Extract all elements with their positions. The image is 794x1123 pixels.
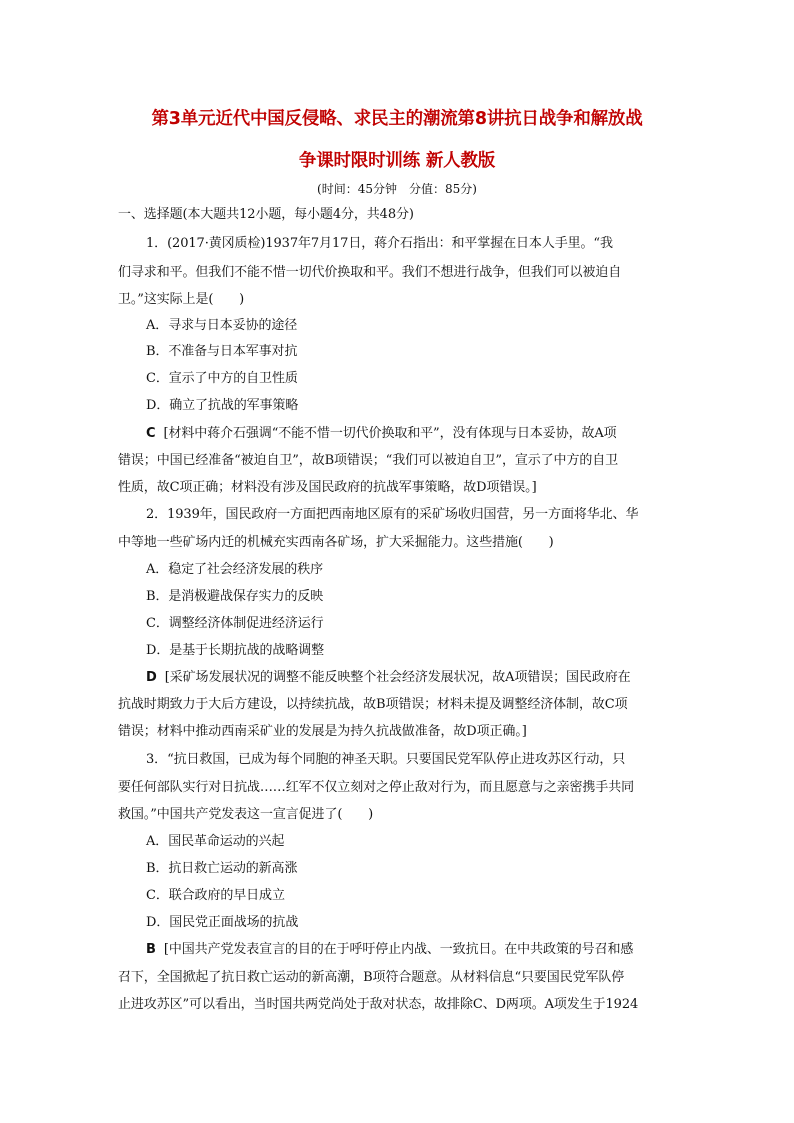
question-3-answer: B [146,942,156,957]
question-1-option-c: C．宣示了中方的自卫性质 [146,371,298,386]
question-2-answer: D [146,670,157,685]
question-1-line-3: 卫。”这实际上是( ) [118,292,245,307]
question-2-option-a: A．稳定了社会经济发展的秩序 [146,562,323,577]
question-1-line-1: 1．(2017·黄冈质检)1937年7月17日，蒋介石指出：和平掌握在日本人手里。“我 [146,236,613,251]
question-3-line-2: 要任何部队实行对日抗战……红军不仅立刻对之停止敌对行为，而且愿意与之亲密携手共同 [118,780,635,795]
question-1-explanation-line-1 [146,426,617,442]
question-3-option-d: D．国民党正面战场的抗战 [146,915,299,930]
page-title-line-1: 第3单元近代中国反侵略、求民主的潮流第8讲抗日战争和解放战 [151,109,643,129]
question-1-explanation-text: [材料中蒋介石强调“不能不惜一切代价换取和平”，没有体现与日本妥协，故A项 [163,426,617,441]
question-1-line-2: 们寻求和平。但我们不能不惜一切代价换取和平。我们不想进行战争，但我们可以被迫自 [118,265,622,280]
page-title-line-2: 争课时限时训练 新人教版 [298,151,496,171]
question-3-option-b: B．抗日救亡运动的新高涨 [146,861,298,876]
question-3-option-c: C．联合政府的早日成立 [146,888,285,903]
question-1-option-d: D．确立了抗战的军事策略 [146,398,299,413]
question-1-explanation-line-2: 错误；中国已经准备“被迫自卫”，故B项错误；“我们可以被迫自卫”，宣示了中方的自卫 [118,453,619,468]
question-2-option-b: B．是消极避战保存实力的反映 [146,589,324,604]
time-and-score-note: (时间：45分钟 分值：85分) [317,182,477,196]
question-2-line-1: 2．1939年，国民政府一方面把西南地区原有的采矿场收归国营，另一方面将华北、华 [146,507,639,522]
question-2-explanation-line-1 [146,670,631,686]
question-1-option-b: B．不准备与日本军事对抗 [146,344,298,359]
question-1-option-a: A．寻求与日本妥协的途径 [146,318,298,333]
question-3-explanation-line-1 [146,942,633,958]
question-3-option-a: A．国民革命运动的兴起 [146,834,285,849]
question-2-option-d: D．是基于长期抗战的战略调整 [146,643,325,658]
question-2-explanation-line-3: 错误；材料中推动西南采矿业的发展是为持久抗战做准备，故D项正确。] [118,724,527,739]
section-heading: 一、选择题(本大题共12小题，每小题4分，共48分) [118,207,414,222]
question-2-line-2: 中等地一些矿场内迁的机械充实西南各矿场，扩大采掘能力。这些措施( ) [118,535,554,550]
question-1-explanation-line-3: 性质，故C项正确；材料没有涉及国民政府的抗战军事策略，故D项错误。] [118,480,537,495]
question-3-explanation-line-2: 召下，全国掀起了抗日救亡运动的新高潮，B项符合题意。从材料信息“只要国民党军队停 [118,970,625,985]
question-2-option-c: C．调整经济体制促进经济运行 [146,616,324,631]
question-2-explanation-text: [采矿场发展状况的调整不能反映整个社会经济发展状况，故A项错误；国民政府在 [164,670,631,685]
question-3-explanation-line-3: 止进攻苏区”可以看出，当时国共两党尚处于敌对状态，故排除C、D两项。A项发生于1924 [118,997,639,1012]
question-2-explanation-line-2: 抗战时期致力于大后方建设，以持续抗战，故B项错误；材料未提及调整经济体制，故C项 [118,697,628,712]
question-3-line-1: 3．“抗日救国，已成为每个同胞的神圣天职。只要国民党军队停止进攻苏区行动，只 [146,752,626,767]
question-3-explanation-text: [中国共产党发表宣言的目的在于呼吁停止内战、一致抗日。在中共政策的号召和感 [163,942,634,957]
question-1-answer: C [146,426,156,441]
question-3-line-3: 救国。”中国共产党发表这一宣言促进了( ) [118,807,374,822]
